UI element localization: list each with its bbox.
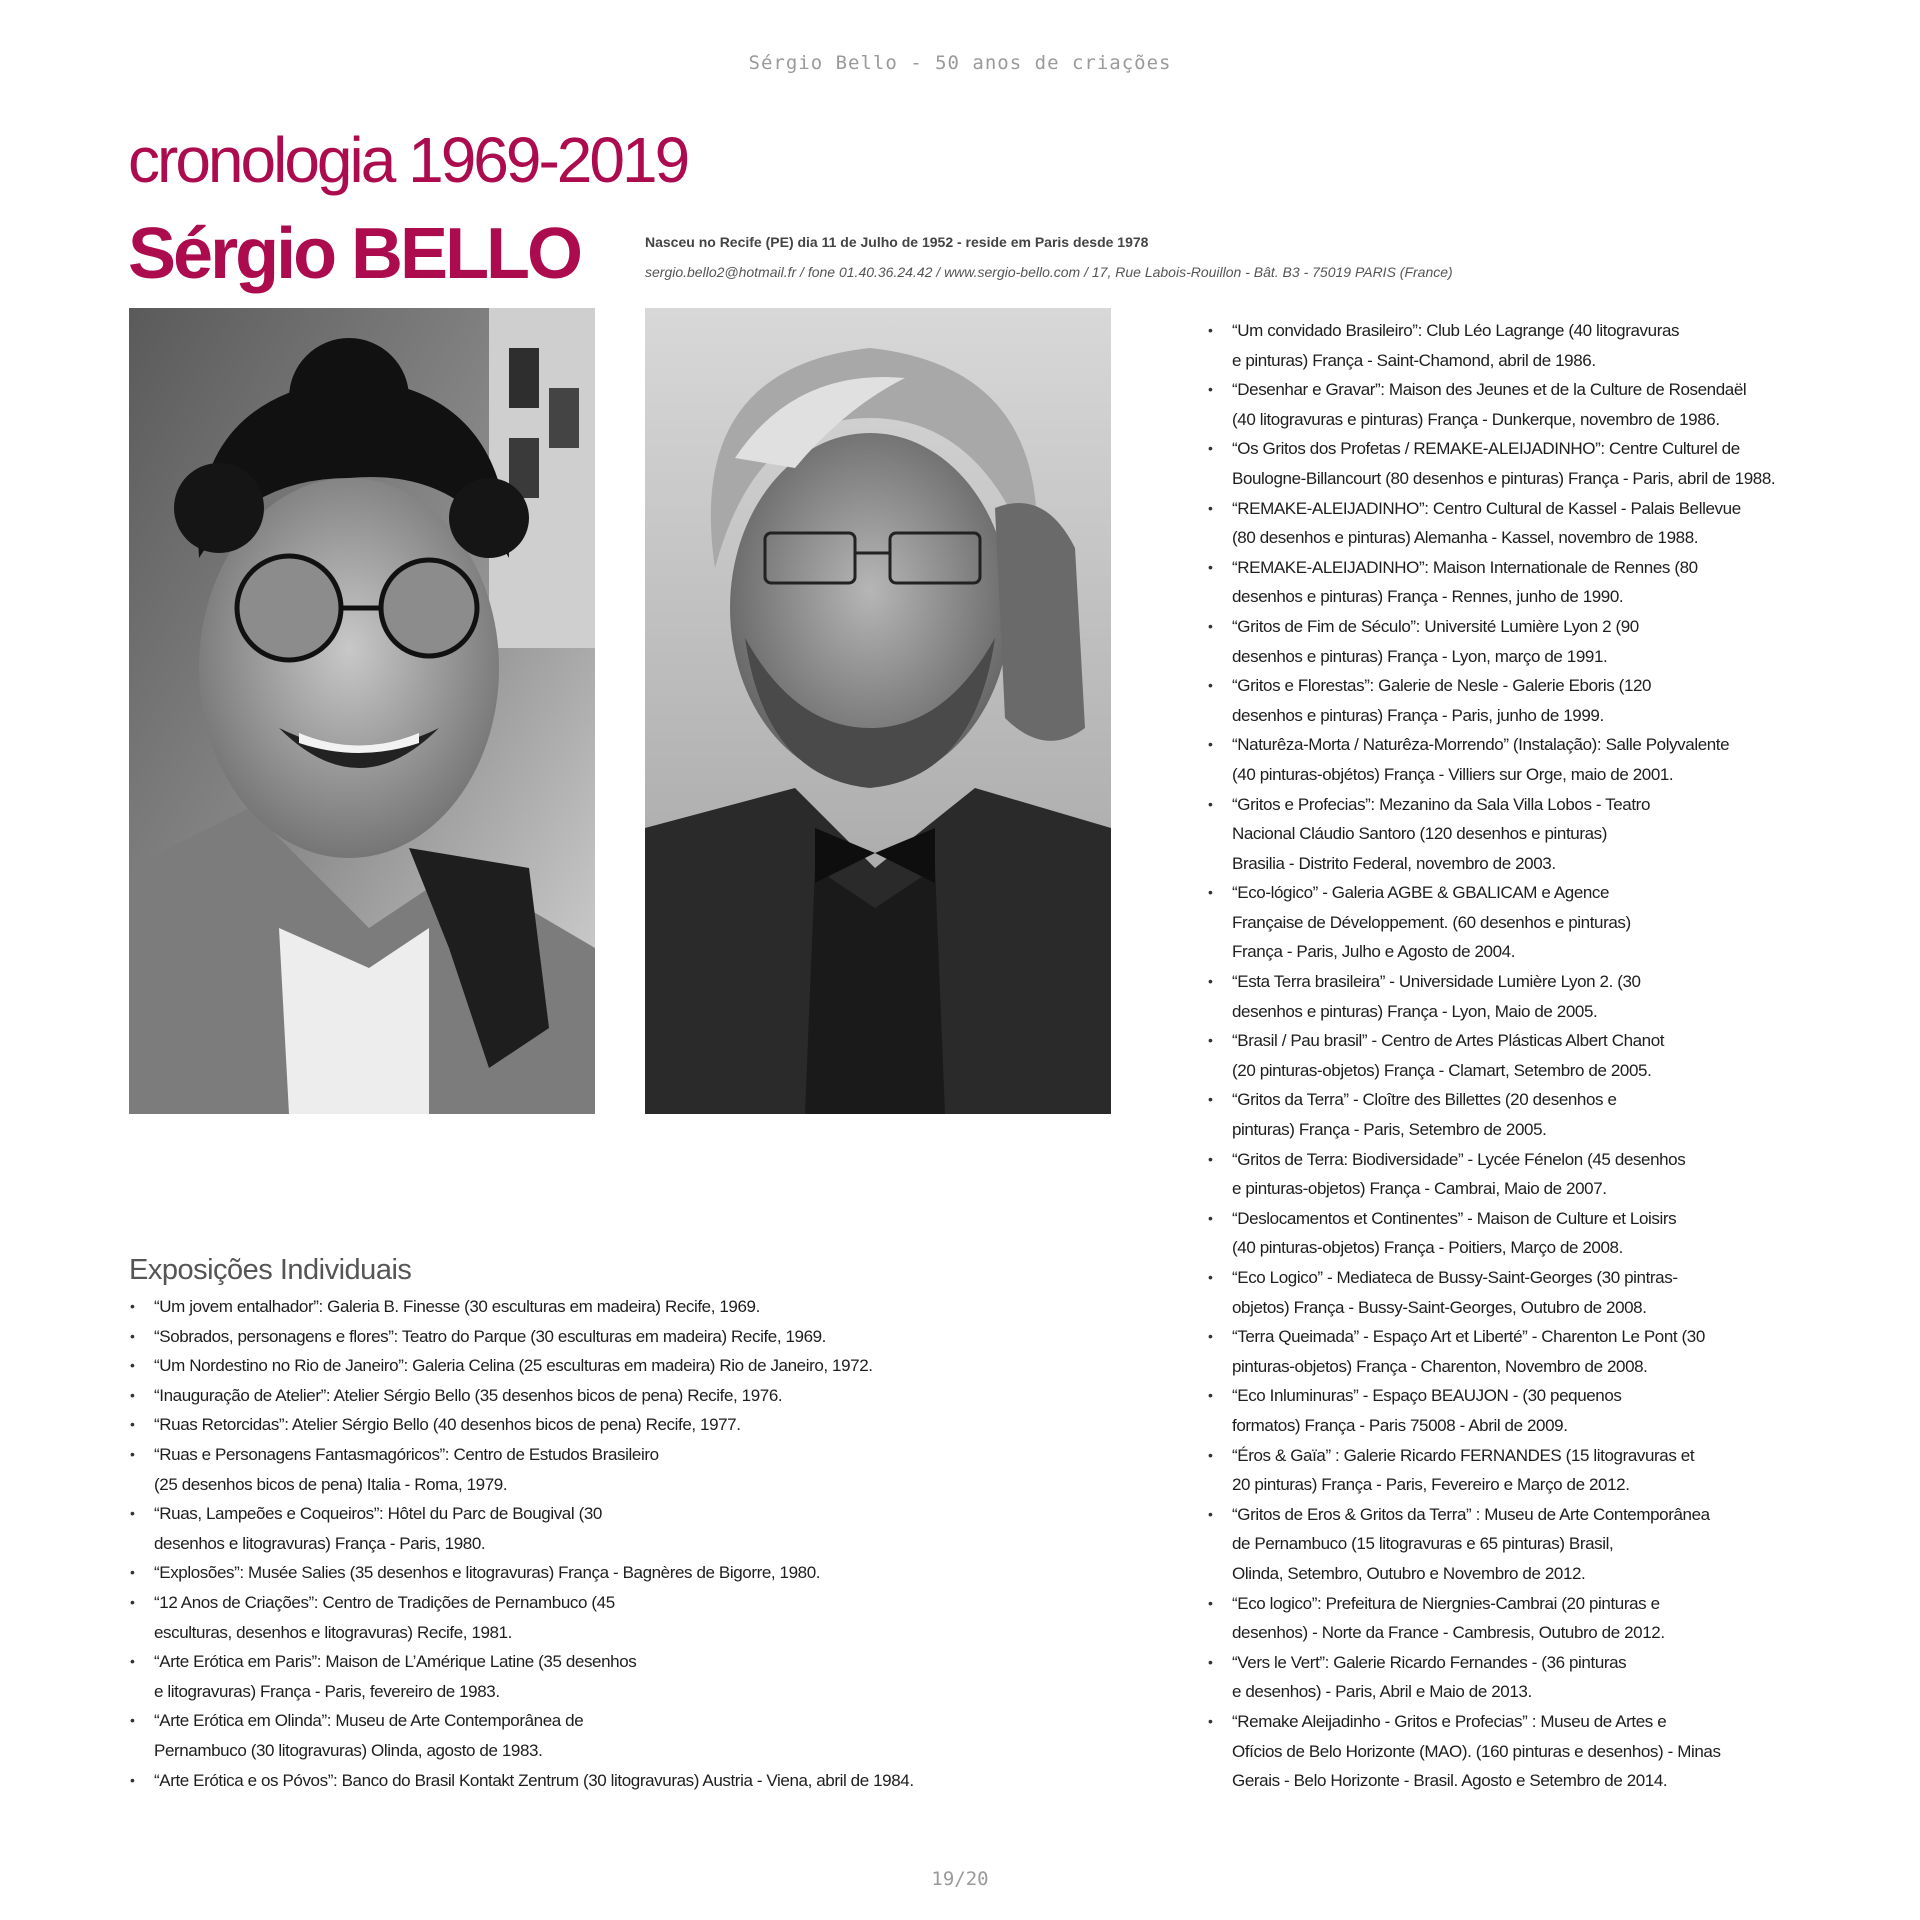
exhibition-item-line: Gerais - Belo Horizonte - Brasil. Agosto e Setembro de 2014.: [1232, 1771, 1668, 1791]
exhibition-item-line: • “Gritos de Eros & Gritos da Terra” : Museu de Arte Contemporânea: [1232, 1504, 1710, 1524]
exhibition-item-line: • “Arte Erótica em Olinda”: Museu de Arte Contemporânea de: [154, 1711, 584, 1731]
young-portrait-photo: [129, 308, 595, 1114]
exhibition-item-line: • “Remake Aleijadinho - Gritos e Profecias” : Museu de Artes e: [1232, 1711, 1667, 1731]
exhibition-item-line: (20 pinturas-objetos) França - Clamart, Setembro de 2005.: [1232, 1060, 1652, 1080]
exhibition-item-line: • “Ruas, Lampeões e Coqueiros”: Hôtel du Parc de Bougival (30: [154, 1504, 602, 1524]
exhibition-item: [1207, 878, 1775, 967]
exhibition-item-line: Ofícios de Belo Horizonte (MAO). (160 pinturas e desenhos) - Minas: [1232, 1741, 1721, 1761]
exhibition-item: [1207, 434, 1775, 493]
exhibition-item-line: • “Éros & Gaïa” : Galerie Ricardo FERNANDES (15 litogravuras et: [1232, 1445, 1695, 1465]
exhibition-item: [1207, 612, 1775, 671]
exhibition-item-line: desenhos e litogravuras) França - Paris, 1980.: [154, 1533, 486, 1553]
exhibition-item: [1207, 494, 1775, 553]
exhibition-item: [129, 1351, 914, 1381]
exhibition-item-line: • “Gritos de Terra: Biodiversidade” - Lycée Fénelon (45 desenhos: [1232, 1149, 1686, 1169]
exhibition-item: [1207, 1145, 1775, 1204]
exhibition-item-line: desenhos) - Norte da France - Cambresis, Outubro de 2012.: [1232, 1623, 1665, 1643]
exhibition-item-line: • “Eco logico”: Prefeitura de Niergnies-Cambrai (20 pinturas e: [1232, 1593, 1660, 1613]
exhibition-item: [129, 1410, 914, 1440]
exhibition-item: [129, 1647, 914, 1706]
exhibition-item-line: desenhos e pinturas) França - Paris, junho de 1999.: [1232, 705, 1604, 725]
exhibition-item-line: e pinturas) França - Saint-Chamond, abril de 1986.: [1232, 350, 1596, 370]
exhibition-item-line: • “Eco Logico” - Mediateca de Bussy-Saint-Georges (30 pintras-: [1232, 1268, 1678, 1287]
exhibition-item-line: • “Ruas Retorcidas”: Atelier Sérgio Bello (40 desenhos bicos de pena) Recife, 1977.: [154, 1415, 741, 1435]
exhibition-item-line: 20 pinturas) França - Paris, Fevereiro e Março de 2012.: [1232, 1475, 1630, 1495]
exhibition-item: [129, 1706, 914, 1765]
exhibition-item: [1207, 1026, 1775, 1085]
exhibition-item-line: • “Um Nordestino no Rio de Janeiro”: Galeria Celina (25 esculturas em madeira) Rio de Janeiro, 1972.: [154, 1356, 873, 1376]
exhibition-item-line: • “Vers le Vert”: Galerie Ricardo Fernandes - (36 pinturas: [1232, 1652, 1627, 1672]
exhibition-item-line: • “Um convidado Brasileiro”: Club Léo Lagrange (40 litogravuras: [1232, 321, 1680, 340]
exhibition-item: [1207, 967, 1775, 1026]
exhibition-item-line: desenhos e pinturas) França - Lyon, Maio de 2005.: [1232, 1001, 1598, 1021]
exhibition-item: [129, 1588, 914, 1647]
exhibition-item-line: • “Gritos e Profecias”: Mezanino da Sala Villa Lobos - Teatro: [1232, 794, 1650, 814]
exhibition-item-line: e desenhos) - Paris, Abril e Maio de 2013.: [1232, 1682, 1532, 1702]
exhibition-item: [1207, 1322, 1775, 1381]
artist-name: Sérgio BELLO: [128, 214, 581, 294]
exhibition-item-line: • “Terra Queimada” - Espaço Art et Liberté” - Charenton Le Pont (30: [1232, 1327, 1705, 1347]
exhibition-item-line: Nacional Cláudio Santoro (120 desenhos e pinturas): [1232, 824, 1608, 844]
exhibition-item-line: • “Sobrados, personagens e flores”: Teatro do Parque (30 esculturas em madeira) Recife, 1969.: [154, 1326, 827, 1346]
exhibition-item-line: • “12 Anos de Criações”: Centro de Tradições de Pernambuco (45: [154, 1592, 615, 1612]
exhibition-item-line: desenhos e pinturas) França - Rennes, junho de 1990.: [1232, 587, 1624, 607]
exhibition-item-line: Française de Développement. (60 desenhos e pinturas): [1232, 912, 1631, 932]
exhibition-item: [1207, 1500, 1775, 1589]
contact-info: sergio.bello2@hotmail.fr / fone 01.40.36.24.42 / www.sergio-bello.com / 17, Rue Labois-Rouillon - Bât. B3 - 75019 PARIS (France): [645, 264, 1453, 280]
exhibitions-list-continued: [1207, 316, 1775, 1796]
exhibition-item-line: • “Gritos de Fim de Século”: Université Lumière Lyon 2 (90: [1232, 616, 1639, 636]
exhibition-item-line: Pernambuco (30 litogravuras) Olinda, agosto de 1983.: [154, 1740, 543, 1760]
section-title-individual-exhibitions: Exposições Individuais: [129, 1254, 412, 1286]
exhibition-item: [129, 1292, 914, 1322]
exhibition-item: [129, 1440, 914, 1499]
exhibition-item-line: esculturas, desenhos e litogravuras) Recife, 1981.: [154, 1622, 512, 1642]
exhibition-item-line: • “REMAKE-ALEIJADINHO”: Centro Cultural de Kassel - Palais Bellevue: [1232, 498, 1741, 518]
exhibition-item-line: pinturas) França - Paris, Setembro de 2005.: [1232, 1120, 1547, 1140]
page-number: 19/20: [931, 1868, 989, 1890]
exhibition-item-line: (40 litogravuras e pinturas) França - Dunkerque, novembro de 1986.: [1232, 409, 1720, 429]
exhibition-item-line: • “Arte Erótica e os Póvos”: Banco do Brasil Kontakt Zentrum (30 litogravuras) Austria - Viena, abril de 1984.: [154, 1770, 914, 1790]
exhibition-item-line: • “REMAKE-ALEIJADINHO”: Maison Internationale de Rennes (80: [1232, 557, 1698, 577]
exhibition-item-line: Boulogne-Billancourt (80 desenhos e pinturas) França - Paris, abril de 1988.: [1232, 468, 1776, 488]
exhibition-item-line: • “Eco-lógico” - Galeria AGBE & GBALICAM e Agence: [1232, 883, 1610, 903]
exhibition-item-line: • “Arte Erótica em Paris”: Maison de L’Amérique Latine (35 desenhos: [154, 1652, 637, 1672]
recent-portrait-photo: [645, 308, 1111, 1114]
exhibition-item-line: formatos) França - Paris 75008 - Abril de 2009.: [1232, 1415, 1568, 1435]
exhibition-item-line: de Pernambuco (15 litogravuras e 65 pinturas) Brasil,: [1232, 1534, 1614, 1554]
exhibition-item: [1207, 553, 1775, 612]
exhibition-item-line: pinturas-objetos) França - Charenton, Novembro de 2008.: [1232, 1356, 1648, 1376]
exhibition-item: [1207, 1204, 1775, 1263]
exhibition-item-line: • “Gritos e Florestas”: Galerie de Nesle - Galerie Eboris (120: [1232, 676, 1652, 696]
exhibition-item-line: (25 desenhos bicos de pena) Italia - Roma, 1979.: [154, 1474, 508, 1494]
exhibition-item: [129, 1499, 914, 1558]
exhibition-item: [1207, 316, 1775, 375]
exhibition-item: [1207, 1263, 1775, 1322]
exhibition-item-line: • “Um jovem entalhador”: Galeria B. Finesse (30 esculturas em madeira) Recife, 1969.: [154, 1297, 760, 1316]
exhibition-item: [129, 1766, 914, 1796]
exhibition-item: [129, 1558, 914, 1588]
exhibition-item: [1207, 1381, 1775, 1440]
chronology-title: cronologia 1969-2019: [128, 124, 688, 196]
exhibition-item: [1207, 1589, 1775, 1648]
exhibition-item: [1207, 671, 1775, 730]
exhibition-item-line: • “Inauguração de Atelier”: Atelier Sérgio Bello (35 desenhos bicos de pena) Recife, 1976.: [154, 1385, 783, 1405]
exhibition-item: [1207, 1648, 1775, 1707]
exhibition-item-line: Olinda, Setembro, Outubro e Novembro de 2012.: [1232, 1563, 1586, 1583]
exhibition-item-line: • “Esta Terra brasileira” - Universidade Lumière Lyon 2. (30: [1232, 972, 1641, 992]
exhibition-item: [1207, 1707, 1775, 1796]
exhibition-item: [1207, 790, 1775, 879]
exhibition-item-line: Brasilia - Distrito Federal, novembro de 2003.: [1232, 853, 1556, 873]
exhibition-item: [129, 1381, 914, 1411]
exhibition-item: [1207, 1085, 1775, 1144]
exhibition-item: [1207, 375, 1775, 434]
exhibition-item-line: e litogravuras) França - Paris, fevereiro de 1983.: [154, 1681, 500, 1701]
exhibition-item-line: • “Explosões”: Musée Salies (35 desenhos e litogravuras) França - Bagnères de Bigorre, 1980.: [154, 1563, 821, 1583]
exhibition-item-line: • “Naturêza-Morta / Naturêza-Morrendo” (Instalação): Salle Polyvalente: [1232, 735, 1730, 755]
exhibition-item-line: (40 pinturas-objetos) França - Poitiers, Março de 2008.: [1232, 1238, 1623, 1258]
exhibition-item-line: e pinturas-objetos) França - Cambrai, Maio de 2007.: [1232, 1179, 1607, 1199]
exhibition-item: [1207, 1441, 1775, 1500]
exhibition-item-line: desenhos e pinturas) França - Lyon, março de 1991.: [1232, 646, 1608, 666]
exhibition-item-line: França - Paris, Julho e Agosto de 2004.: [1232, 942, 1516, 962]
exhibition-item-line: • “Deslocamentos et Continentes” - Maison de Culture et Loisirs: [1232, 1208, 1677, 1228]
exhibition-item-line: (40 pinturas-objétos) França - Villiers sur Orge, maio de 2001.: [1232, 764, 1674, 784]
exhibition-item-line: • “Gritos da Terra” - Cloître des Billettes (20 desenhos e: [1232, 1090, 1617, 1110]
exhibition-item-line: • “Desenhar e Gravar”: Maison des Jeunes et de la Culture de Rosendaël: [1232, 380, 1747, 400]
birth-info: Nasceu no Recife (PE) dia 11 de Julho de 1952 - reside em Paris desde 1978: [645, 234, 1149, 250]
exhibition-item-line: • “Os Gritos dos Profetas / REMAKE-ALEIJADINHO”: Centre Culturel de: [1232, 439, 1740, 459]
document-header: Sérgio Bello - 50 anos de criações: [748, 52, 1172, 74]
exhibition-item-line: • “Brasil / Pau brasil” - Centro de Artes Plásticas Albert Chanot: [1232, 1031, 1665, 1051]
exhibition-item: [129, 1322, 914, 1352]
exhibition-item-line: objetos) França - Bussy-Saint-Georges, Outubro de 2008.: [1232, 1297, 1647, 1317]
exhibition-item-line: • “Eco Inluminuras” - Espaço BEAUJON - (30 pequenos: [1232, 1386, 1622, 1406]
exhibition-item: [1207, 730, 1775, 789]
exhibitions-list: [129, 1292, 914, 1795]
exhibition-item-line: • “Ruas e Personagens Fantasmagóricos”: Centro de Estudos Brasileiro: [154, 1444, 659, 1464]
exhibition-item-line: (80 desenhos e pinturas) Alemanha - Kassel, novembro de 1988.: [1232, 528, 1699, 548]
